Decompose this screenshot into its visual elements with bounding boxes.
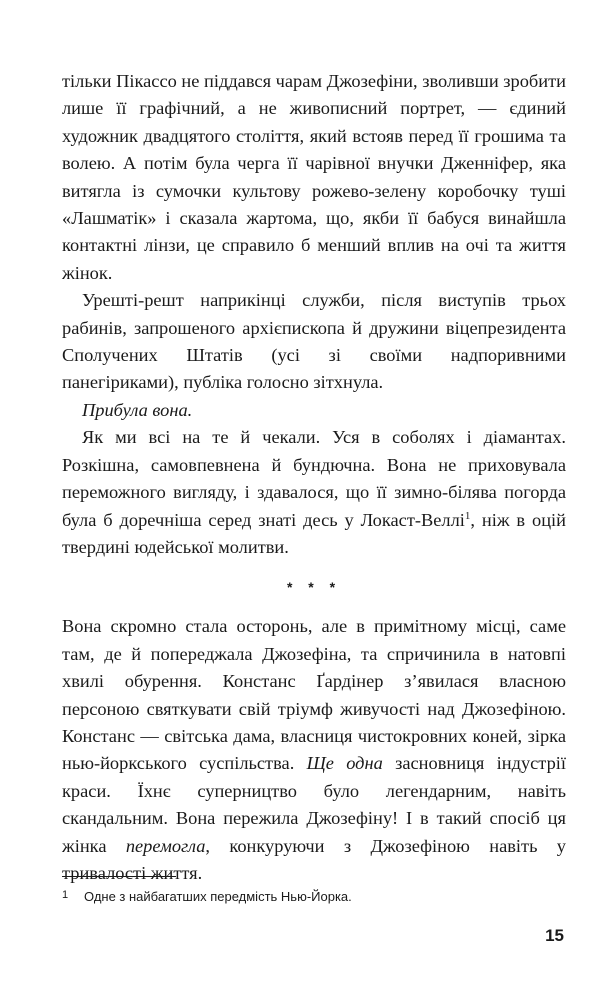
footnote-text: Одне з найбагатших передмість Нью-Йорка. bbox=[84, 889, 352, 904]
italic-won: перемогла bbox=[125, 835, 206, 856]
footnote-reference: 1 bbox=[464, 509, 471, 522]
italic-arrival: Прибула вона. bbox=[82, 399, 193, 420]
paragraph-3 bbox=[62, 397, 566, 424]
italic-another-one: Ще одна bbox=[306, 753, 383, 774]
page-number: 15 bbox=[545, 926, 564, 945]
paragraph-4 bbox=[62, 424, 566, 561]
main-text bbox=[62, 68, 566, 887]
paragraph-2: Урешті-решт наприкінці служби, після виступів трьох рабинів, запрошеного архієпископа й дружини віцепрезидента Сполучених Штатів (усі зі своїми надпоривними панегіриками), публіка голосно зітхнула. bbox=[62, 290, 566, 393]
footnote bbox=[62, 888, 566, 906]
footnote-mark: 1 bbox=[62, 889, 69, 901]
paragraph-4-tail: , ніж в оцій твердині юдейської молитви. bbox=[62, 509, 566, 557]
paragraph-1: тільки Пікассо не піддався чарам Джозефіни, зволивши зробити лише її графічний, а не живописний портрет, — єдиний художник двадцятого століття, який встояв перед її грошима та волею. А потім була черга її чарівної внучки Дженніфер, яка витягла із сумочки культову рожево-зелену коробочку туші «Лашматік» і сказала жартома, що, якби її бабуся винайшла контактні лінзи, це справило б менший вплив на очі та життя жінок. bbox=[62, 71, 566, 283]
paragraph-5-text: Вона скромно стала осторонь, але в примітному місці, саме там, де й попереджала Джозефіна, та спричинила в натовпі хвилі обурення. Констанс Ґардінер з’явилася власною персоною святкувати свій тріумф живучості над Джозефіною. Констанс — світська дама, власниця чистокровних коней, зірка нью-йоркського суспільства. bbox=[62, 616, 566, 774]
paragraph-5 bbox=[62, 613, 566, 887]
paragraph-4-text: Як ми всі на те й чекали. Уся в соболях і діамантах. Розкішна, самовпевнена й бундючна. Вона не приховувала переможного вигляду, і здавалося, що її зимно-білява погорда була б доречніша серед знаті десь у Локаст-Веллі bbox=[62, 427, 566, 530]
footnote-rule bbox=[62, 876, 176, 877]
paragraph-5-mid: засновниця індустрії краси. Їхнє суперництво було легендарним, навіть скандальним. Вона пережила Джозефіну! І в такий спосіб ця жінка bbox=[62, 753, 566, 856]
paragraph-5-end: , конкуруючи з Джозефіною навіть у тривалості життя. bbox=[62, 835, 566, 883]
section-break: * * * bbox=[286, 579, 342, 596]
